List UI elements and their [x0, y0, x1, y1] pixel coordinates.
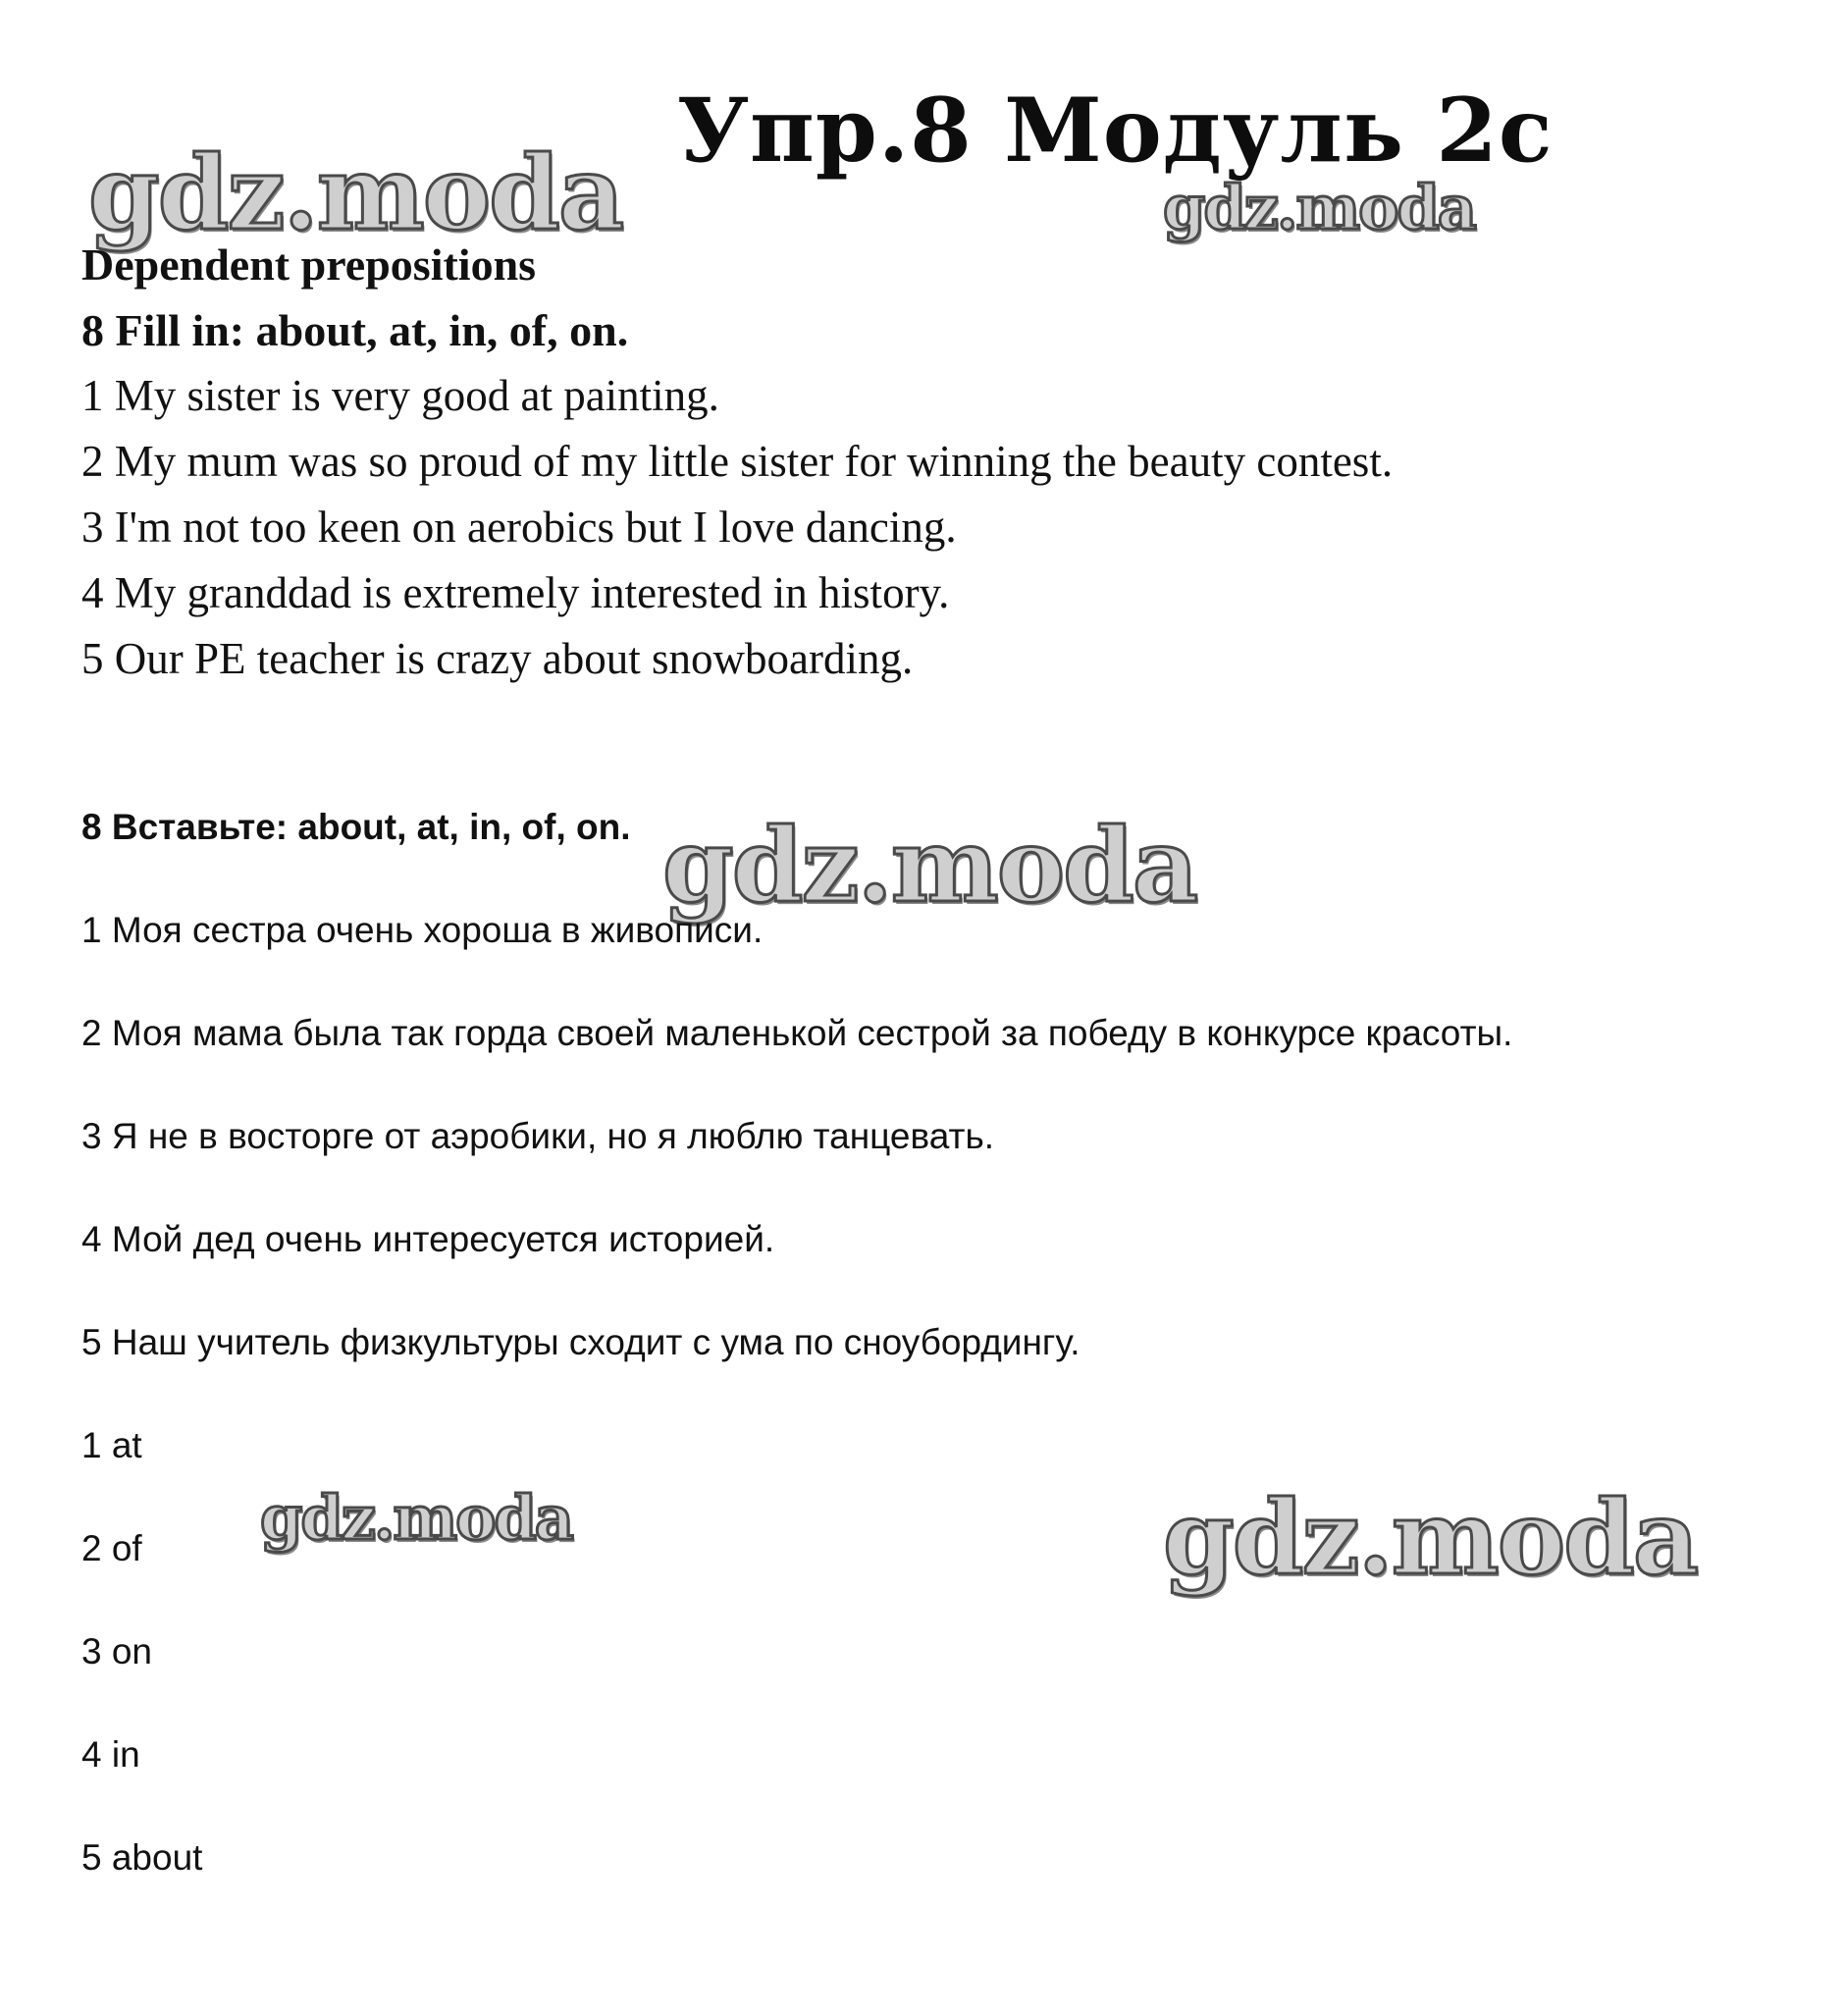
- english-sentence: 1 My sister is very good at painting.: [81, 371, 719, 420]
- english-sentence: 3 I'm not too keen on aerobics but I love dancing.: [81, 503, 957, 552]
- watermark-logo: gdz.moda: [260, 1482, 572, 1554]
- watermark-logo: gdz.moda: [88, 133, 623, 253]
- english-sentence: 2 My mum was so proud of my little sister for winning the beauty contest.: [81, 437, 1394, 486]
- section-heading: Dependent prepositions: [81, 239, 537, 290]
- watermark-logo: gdz.moda: [662, 805, 1197, 926]
- watermark-logo: gdz.moda: [1163, 1477, 1698, 1598]
- english-sentence: 4 My granddad is extremely interested in history.: [81, 568, 950, 617]
- answer-item: 1 at: [81, 1425, 142, 1465]
- answer-item: 3 on: [81, 1631, 153, 1671]
- watermark-logo: gdz.moda: [1163, 172, 1475, 243]
- answer-item: 5 about: [81, 1837, 203, 1878]
- answer-item: 2 of: [81, 1528, 142, 1568]
- answer-item: 4 in: [81, 1734, 140, 1775]
- russian-sentence: 5 Наш учитель физкультуры сходит с ума по сноубордингу.: [81, 1322, 1080, 1362]
- russian-sentence: 3 Я не в восторге от аэробики, но я люблю танцевать.: [81, 1116, 995, 1156]
- english-sentence: 5 Our PE teacher is crazy about snowboarding.: [81, 634, 914, 683]
- task-heading: 8 Fill in: about, at, in, of, on.: [81, 305, 629, 355]
- russian-sentence: 1 Моя сестра очень хороша в живописи.: [81, 910, 764, 950]
- russian-sentence: 2 Моя мама была так горда своей маленькой сестрой за победу в конкурсе красоты.: [81, 1013, 1513, 1053]
- russian-task-heading: 8 Вставьте: about, at, in, of, on.: [81, 807, 631, 847]
- russian-sentence: 4 Мой дед очень интересуется историей.: [81, 1219, 775, 1259]
- page-title: Упр.8 Модуль 2с: [677, 79, 1554, 183]
